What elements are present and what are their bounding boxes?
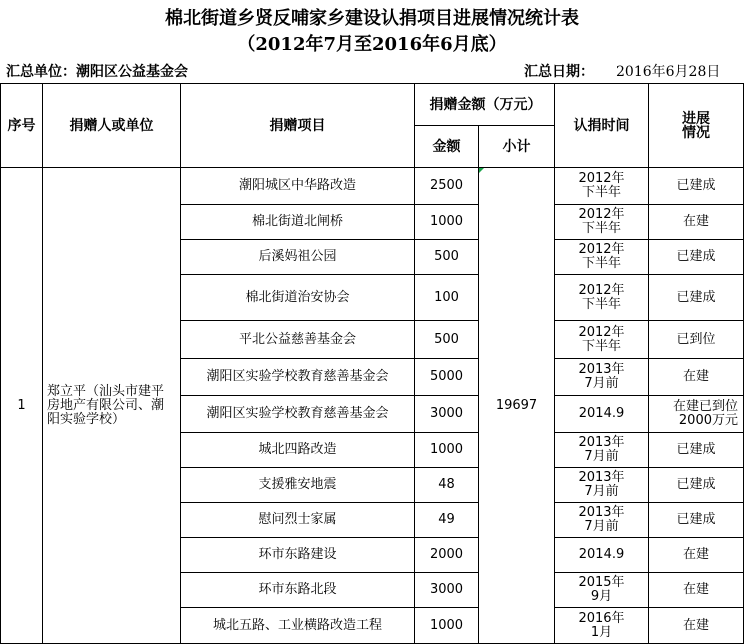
time-cell bbox=[555, 168, 649, 205]
project-cell: 城北四路改造 bbox=[181, 433, 415, 468]
group-subtotal: 19697 bbox=[479, 168, 555, 644]
time-cell bbox=[555, 608, 649, 644]
summary-date-label: 汇总日期： bbox=[524, 64, 594, 80]
time-cell bbox=[555, 275, 649, 321]
amount-cell: 500 bbox=[415, 240, 479, 275]
table-title: 棉北街道乡贤反哺家乡建设认捐项目进展情况统计表 bbox=[165, 8, 579, 29]
project-cell: 棉北街道治安协会 bbox=[181, 275, 415, 321]
time-text: 2014.9 bbox=[578, 406, 625, 421]
time-cell bbox=[555, 538, 649, 573]
amount-cell: 2000 bbox=[415, 538, 479, 573]
time-text: 2013年7月前 bbox=[578, 505, 625, 534]
donation-table bbox=[0, 83, 744, 644]
header-time: 认捐时间 bbox=[555, 84, 649, 168]
amount-cell: 2500 bbox=[415, 168, 479, 205]
project-cell: 潮阳区实验学校教育慈善基金会 bbox=[181, 359, 415, 396]
time-text: 2013年7月前 bbox=[578, 435, 625, 464]
progress-cell bbox=[649, 468, 744, 503]
time-cell bbox=[555, 503, 649, 538]
time-cell bbox=[555, 396, 649, 433]
header-seq: 序号 bbox=[1, 84, 43, 168]
time-text: 2012年下半年 bbox=[578, 207, 625, 236]
progress-text: 在建 bbox=[682, 214, 709, 229]
progress-cell bbox=[649, 608, 744, 644]
time-text: 2012年下半年 bbox=[578, 282, 625, 312]
group-seq: 1 bbox=[1, 168, 43, 644]
amount-cell: 3000 bbox=[415, 573, 479, 608]
time-cell bbox=[555, 240, 649, 275]
group-donor: 郑立平（汕头市建平房地产有限公司、潮阳实验学校） bbox=[43, 168, 181, 644]
progress-cell bbox=[649, 396, 744, 433]
table-row bbox=[1, 168, 744, 205]
amount-cell: 3000 bbox=[415, 396, 479, 433]
header-project: 捐赠项目 bbox=[181, 84, 415, 168]
project-cell: 潮阳城区中华路改造 bbox=[181, 168, 415, 205]
progress-text: 已建成 bbox=[676, 289, 716, 305]
time-cell bbox=[555, 359, 649, 396]
time-cell bbox=[555, 321, 649, 359]
progress-text: 已建成 bbox=[676, 442, 716, 457]
project-cell: 后溪妈祖公园 bbox=[181, 240, 415, 275]
amount-cell: 500 bbox=[415, 321, 479, 359]
amount-cell: 48 bbox=[415, 468, 479, 503]
time-text: 2013年7月前 bbox=[578, 470, 625, 499]
header-subtotal: 小计 bbox=[479, 126, 555, 168]
summary-date bbox=[524, 61, 720, 81]
progress-cell bbox=[649, 240, 744, 275]
summary-date-value: 2016年6月28日 bbox=[616, 64, 721, 80]
progress-cell bbox=[649, 433, 744, 468]
header-amount-group-text: 捐赠金额（万元） bbox=[429, 96, 542, 113]
progress-text: 已到位 bbox=[676, 331, 716, 347]
amount-cell: 100 bbox=[415, 275, 479, 321]
time-text: 2014.9 bbox=[578, 547, 625, 562]
time-text: 2012年下半年 bbox=[578, 171, 625, 200]
project-cell: 支援雅安地震 bbox=[181, 468, 415, 503]
progress-cell bbox=[649, 275, 744, 321]
progress-text: 已建成 bbox=[676, 178, 716, 193]
progress-text: 已建成 bbox=[676, 249, 716, 264]
project-cell: 城北五路、工业横路改造工程 bbox=[181, 608, 415, 644]
time-text: 2015年9月 bbox=[578, 575, 625, 604]
project-cell: 环市东路建设 bbox=[181, 538, 415, 573]
progress-cell bbox=[649, 168, 744, 205]
amount-cell: 5000 bbox=[415, 359, 479, 396]
amount-cell: 1000 bbox=[415, 608, 479, 644]
time-cell bbox=[555, 205, 649, 240]
project-cell: 慰问烈士家属 bbox=[181, 503, 415, 538]
header-progress-text: 进展情况 bbox=[682, 110, 710, 141]
progress-cell bbox=[649, 573, 744, 608]
time-text: 2016年1月 bbox=[578, 610, 625, 640]
header-donor: 捐赠人或单位 bbox=[43, 84, 181, 168]
table-body bbox=[1, 168, 744, 644]
project-cell: 潮阳区实验学校教育慈善基金会 bbox=[181, 396, 415, 433]
progress-text: 已建成 bbox=[676, 477, 716, 492]
project-cell: 棉北街道北闸桥 bbox=[181, 205, 415, 240]
progress-cell bbox=[649, 359, 744, 396]
project-cell: 平北公益慈善基金会 bbox=[181, 321, 415, 359]
time-cell bbox=[555, 468, 649, 503]
project-cell: 环市东路北段 bbox=[181, 573, 415, 608]
progress-cell bbox=[649, 205, 744, 240]
progress-text: 在建 bbox=[682, 369, 709, 384]
header-amount: 金额 bbox=[415, 126, 479, 168]
time-cell bbox=[555, 573, 649, 608]
summary-unit: 汇总单位：潮阳区公益基金会 bbox=[6, 64, 188, 80]
amount-cell: 1000 bbox=[415, 433, 479, 468]
time-text: 2013年7月前 bbox=[578, 362, 625, 391]
progress-cell bbox=[649, 538, 744, 573]
progress-cell bbox=[649, 321, 744, 359]
progress-text: 在建 bbox=[682, 547, 709, 562]
time-cell bbox=[555, 433, 649, 468]
progress-text: 在建 bbox=[682, 617, 709, 633]
table-subtitle: （2012年7月至2016年6月底） bbox=[237, 34, 507, 55]
progress-text: 已建成 bbox=[676, 512, 716, 527]
header-progress bbox=[649, 84, 744, 168]
amount-cell: 1000 bbox=[415, 205, 479, 240]
amount-cell: 49 bbox=[415, 503, 479, 538]
header-amount-group bbox=[415, 84, 555, 126]
time-text: 2012年下半年 bbox=[578, 242, 625, 271]
progress-cell bbox=[649, 503, 744, 538]
progress-text: 在建已到位2000万元 bbox=[672, 399, 738, 428]
progress-text: 在建 bbox=[682, 582, 709, 597]
time-text: 2012年下半年 bbox=[578, 324, 625, 354]
